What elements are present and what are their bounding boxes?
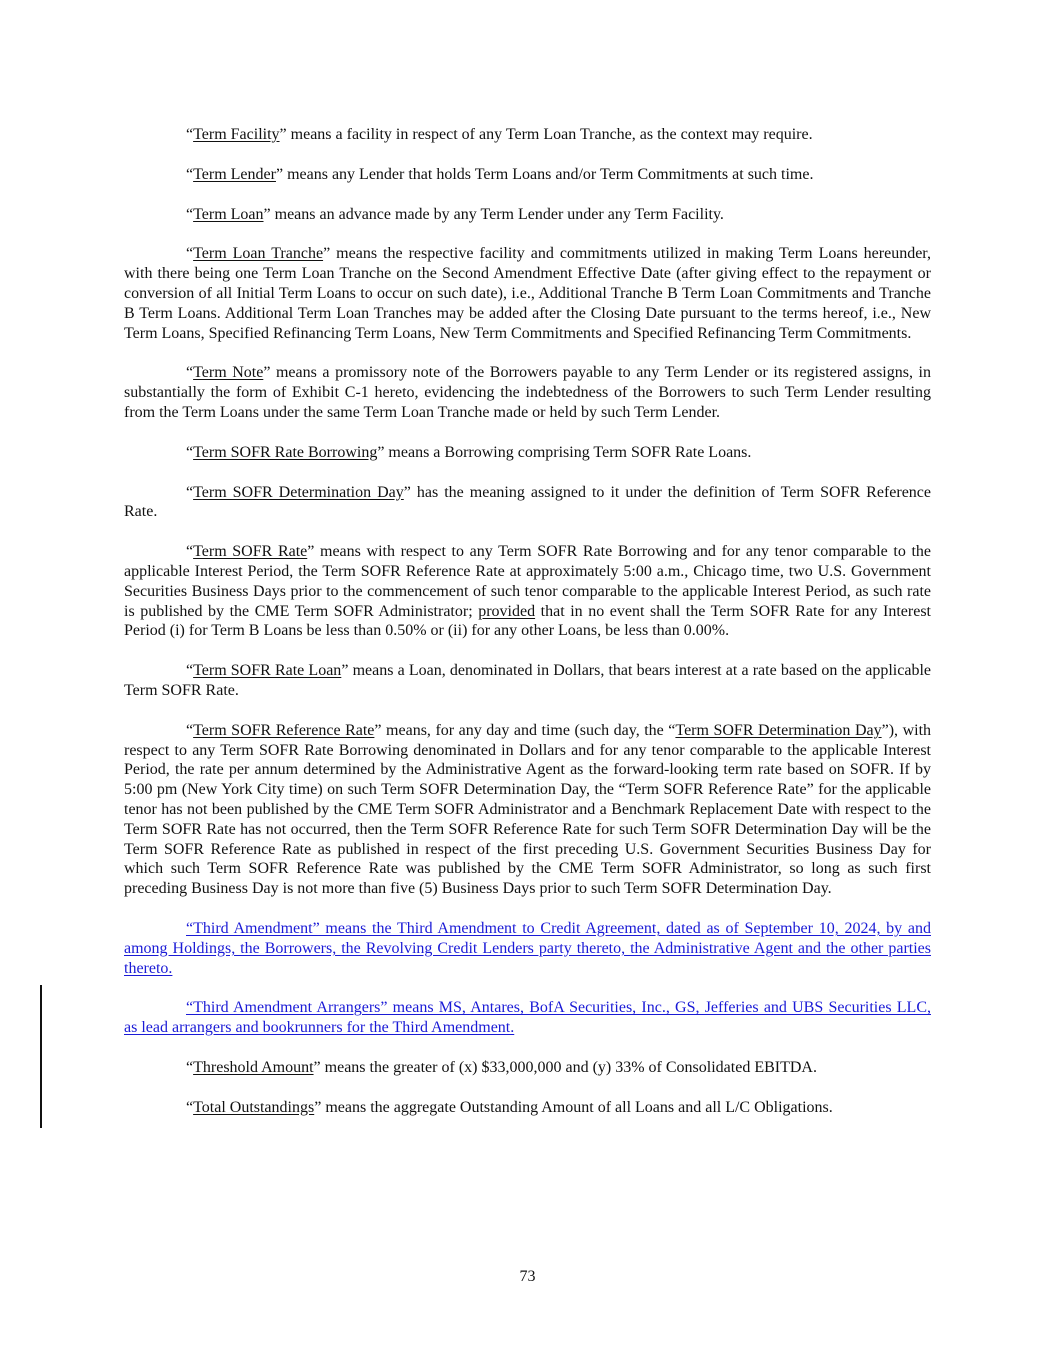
defined-term: Term Facility [193, 126, 280, 143]
defined-term: Term SOFR Rate Borrowing [193, 443, 378, 461]
defined-term: Term SOFR Reference Rate [193, 721, 375, 739]
defined-term: Term SOFR Determination Day [193, 483, 404, 501]
defined-term: Term Lender [193, 165, 276, 183]
definition-term-sofr-rate-borrowing: “Term SOFR Rate Borrowing” means a Borrowing comprising Term SOFR Rate Loans. [186, 443, 752, 461]
defined-term: Term Note [193, 364, 264, 382]
inserted-definition-third-amendment-arrangers: “Third Amendment Arrangers” means MS, Antares, BofA Securities, Inc., GS, Jefferies and UBS Securities LLC, as lead arrangers and bookrunners for the Third Amendment. [124, 999, 931, 1037]
defined-term: Term Loan Tranche [193, 245, 324, 263]
definition-term-sofr-rate: “Term SOFR Rate” means with respect to any Term SOFR Rate Borrowing and for any tenor comparable to the applicable Interest Period, the Term SOFR Reference Rate at approximately 5:00 a.m., Chicago time, two U.S. Government Securities Business Days prior to the commencement of such tenor comparable to the applicable Interest Period, as such rate is published by the CME Term SOFR Administrator; provided that in no event shall the Term SOFR Rate for any Interest Period (i) for Term B Loans be less than 0.50% or (ii) for any other Loans, be less than 0.00%. [124, 543, 932, 640]
definition-threshold-amount: “Threshold Amount” means the greater of (x) $33,000,000 and (y) 33% of Consolidated EBITDA. [186, 1058, 817, 1076]
change-bar [40, 985, 42, 1128]
definition-term-sofr-rate-loan: “Term SOFR Rate Loan” means a Loan, denominated in Dollars, that bears interest at a rate based on the applicable Term SOFR Rate. [124, 662, 932, 699]
inner-defined-term: Term SOFR Determination Day [675, 721, 882, 739]
definition-term-note: “Term Note” means a promissory note of the Borrowers payable to any Term Lender or its registered assigns, in substantially the form of Exhibit C-1 hereto, evidencing the indebtedness of the Borrowers to such Term Lender resulting from the Term Loans under the same Term Loan Tranche made or held by such Term Lender. [124, 364, 931, 421]
definition-term-loan: “Term Loan” means an advance made by any Term Lender under any Term Facility. [186, 205, 724, 223]
defined-term: Total Outstandings [193, 1098, 315, 1116]
definition-total-outstandings: “Total Outstandings” means the aggregate Outstanding Amount of all Loans and all L/C Obligations. [186, 1098, 833, 1116]
definition-term-sofr-reference-rate: “Term SOFR Reference Rate” means, for any day and time (such day, the “Term SOFR Determination Day”), with respect to any Term SOFR Rate Borrowing denominated in Dollars and for any tenor comparable to the applicable Interest Period, the rate per annum determined by the Administrative Agent as the forward-looking term rate based on SOFR. If by 5:00 pm (New York City time) on such Term SOFR Determination Day, the “Term SOFR Reference Rate” for the applicable tenor has not been published by the CME Term SOFR Administrator and a Benchmark Replacement Date with respect to the Term SOFR Rate has not occurred, then the Term SOFR Reference Rate for such Term SOFR Determination Day will be the Term SOFR Reference Rate as published in respect of the first preceding U.S. Government Securities Business Day for which such Term SOFR Reference Rate was published by the CME Term SOFR Administrator, so long as such first preceding Business Day is not more than five (5) Business Days prior to such Term SOFR Determination Day. [124, 721, 932, 898]
proviso-word: provided [478, 602, 536, 620]
page-number: 73 [519, 1268, 536, 1285]
definition-term-loan-tranche: “Term Loan Tranche” means the respective facility and commitments utilized in making Term Loans hereunder, with there being one Term Loan Tranche on the Second Amendment Effective Date (after giving effect to the repayment or conversion of all Initial Term Loans to occur on such date), i.e., Additional Tranche B Term Loan Commitments and Tranche B Term Loans. Additional Term Loan Tranches may be added after the Closing Date pursuant to the terms hereof, i.e., New Term Loans, Specified Refinancing Term Loans, New Term Commitments and Specified Refinancing Term Commitments. [124, 245, 931, 342]
definition-term-sofr-determination-day: “Term SOFR Determination Day” has the meaning assigned to it under the definition of Term SOFR Reference Rate. [124, 483, 931, 521]
definition-term-lender: “Term Lender” means any Lender that holds Term Loans and/or Term Commitments at such time. [186, 165, 814, 183]
definition-term-facility: “Term Facility” means a facility in respect of any Term Loan Tranche, as the context may require. [186, 126, 813, 143]
defined-term: Term Loan [193, 205, 264, 223]
document-page [124, 125, 931, 1117]
defined-term: Term SOFR Rate Loan [193, 662, 342, 680]
defined-term: Term SOFR Rate [193, 543, 308, 561]
defined-term: Threshold Amount [193, 1058, 314, 1076]
inserted-definition-third-amendment: “Third Amendment” means the Third Amendment to Credit Agreement, dated as of September 10, 2024, by and among Holdings, the Borrowers, the Revolving Credit Lenders party thereto, the Administrative Agent and the other parties thereto. [124, 919, 931, 977]
